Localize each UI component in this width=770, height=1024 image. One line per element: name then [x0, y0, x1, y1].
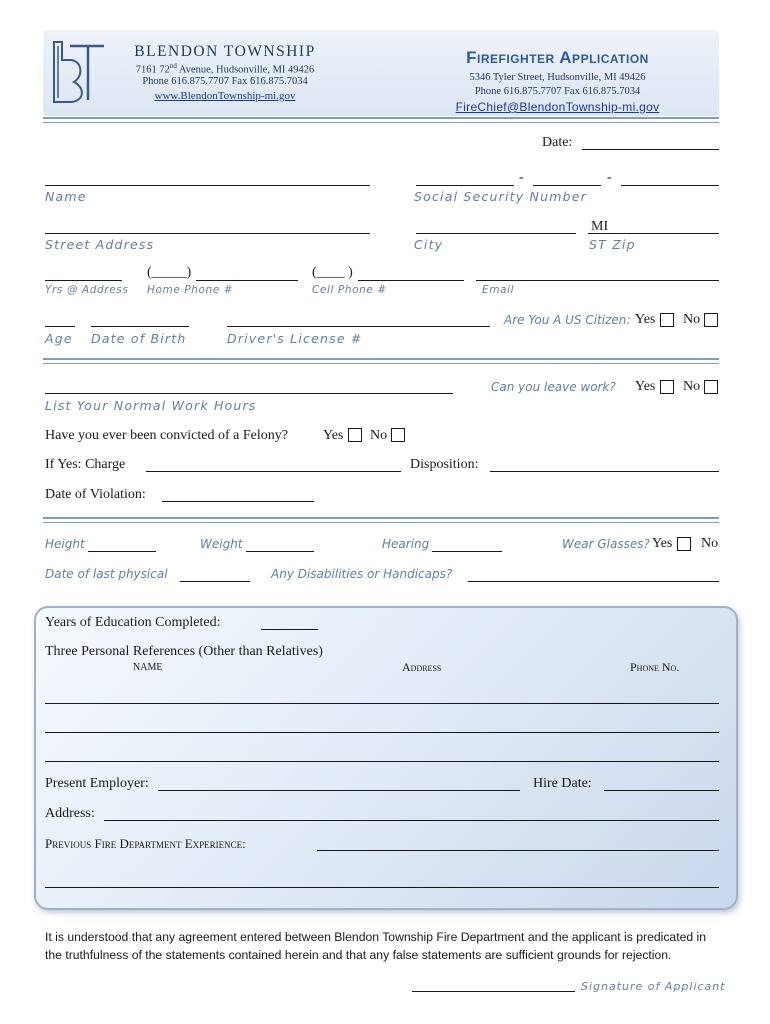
- agreement-statement: It is understood that any agreement entered between Blendon Township Fire Department and the applicant is predicated in the truthfulness of the statements contained herein and that any false statements are sufficient grounds for rejection.: [45, 930, 707, 962]
- hearing-field[interactable]: [432, 551, 502, 552]
- last-physical-label: Date of last physical: [45, 567, 168, 581]
- city-label: City: [414, 237, 444, 252]
- weight-field[interactable]: [246, 551, 314, 552]
- state-value: MI: [591, 219, 609, 234]
- signature-field[interactable]: [412, 991, 575, 992]
- disabilities-field[interactable]: [468, 581, 719, 582]
- date-violation-field[interactable]: [162, 501, 314, 502]
- home-phone-label: Home Phone #: [147, 284, 234, 296]
- city-field[interactable]: [416, 233, 576, 234]
- work-hours-field[interactable]: [45, 393, 453, 394]
- leave-work-no-checkbox[interactable]: [704, 380, 718, 394]
- ssn-field-2[interactable]: [533, 185, 601, 186]
- citizen-no-label: No: [683, 312, 701, 327]
- yrs-address-field[interactable]: [45, 280, 122, 281]
- leave-work-yes-label: Yes: [635, 379, 656, 394]
- cell-phone-area: (____ ): [312, 265, 353, 280]
- education-label: Years of Education Completed:: [45, 615, 221, 630]
- disposition-label: Disposition:: [410, 457, 479, 472]
- previous-fd-field-2[interactable]: [45, 887, 719, 888]
- employer-address-label: Address:: [45, 806, 95, 821]
- felony-no-label: No: [370, 428, 388, 443]
- felony-yes-label: Yes: [323, 428, 344, 443]
- dob-field[interactable]: [91, 326, 189, 327]
- email-field[interactable]: [476, 280, 719, 281]
- cell-phone-label: Cell Phone #: [312, 284, 387, 296]
- references-heading: Three Personal References (Other than Relatives): [45, 644, 323, 659]
- drivers-license-field[interactable]: [227, 326, 490, 327]
- date-field[interactable]: [582, 149, 719, 150]
- township-logo: [50, 38, 108, 106]
- dob-label: Date of Birth: [91, 331, 187, 346]
- fd-address: 5346 Tyler Street, Hudsonville, MI 49426: [469, 72, 646, 83]
- fd-email-link[interactable]: FireChief@BlendonTownship-mi.gov: [455, 100, 660, 114]
- ref-col-phone: Phone No.: [630, 660, 680, 674]
- ssn-field-1[interactable]: [416, 185, 514, 186]
- signature-label: Signature of Applicant: [581, 980, 726, 993]
- felony-no-checkbox[interactable]: [391, 428, 405, 442]
- citizen-yes-checkbox[interactable]: [660, 313, 674, 327]
- fd-phone-fax: Phone 616.875.7707 Fax 616.875.7034: [474, 86, 641, 97]
- disposition-field[interactable]: [490, 471, 719, 472]
- glasses-yes-label: Yes: [652, 536, 673, 551]
- township-name: BLENDON TOWNSHIP: [134, 43, 316, 60]
- form-title: Firefighter Application: [466, 48, 649, 67]
- leave-work-no-label: No: [683, 379, 701, 394]
- ref-col-address: Address: [402, 660, 442, 674]
- address-part: Avenue, Hudsonville, MI 49426: [176, 64, 315, 76]
- state-zip-field[interactable]: [588, 233, 719, 234]
- home-phone-field[interactable]: [196, 280, 298, 281]
- hire-date-label: Hire Date:: [533, 776, 592, 791]
- leave-work-yes-checkbox[interactable]: [660, 380, 674, 394]
- hearing-label: Hearing: [382, 537, 430, 551]
- yrs-address-label: Yrs @ Address: [45, 284, 129, 296]
- section-divider: [43, 358, 719, 364]
- address-sup: nd: [169, 62, 177, 70]
- township-phone-fax: Phone 616.875.7707 Fax 616.875.7034: [142, 76, 308, 87]
- township-address: [110, 62, 340, 76]
- reference-row-2[interactable]: [45, 732, 719, 733]
- street-label: Street Address: [45, 237, 155, 252]
- glasses-yes-checkbox[interactable]: [677, 537, 691, 551]
- reference-row-1[interactable]: [45, 703, 719, 704]
- cell-phone-field[interactable]: [358, 280, 464, 281]
- township-website-link[interactable]: www.BlendonTownship-mi.gov: [154, 90, 296, 102]
- ssn-label: Social Security Number: [414, 189, 587, 204]
- employer-address-field[interactable]: [104, 820, 719, 821]
- email-label: Email: [482, 284, 515, 296]
- leave-work-label: Can you leave work?: [491, 380, 616, 394]
- ssn-field-3[interactable]: [621, 185, 719, 186]
- date-label: Date:: [542, 135, 573, 150]
- education-field[interactable]: [261, 629, 318, 630]
- ssn-dash: -: [519, 170, 524, 185]
- height-label: Height: [45, 537, 85, 551]
- header-underline: [43, 117, 719, 123]
- present-employer-label: Present Employer:: [45, 776, 149, 791]
- charge-field[interactable]: [146, 471, 401, 472]
- date-violation-label: Date of Violation:: [45, 487, 146, 502]
- us-citizen-label: Are You A US Citizen:: [504, 313, 631, 327]
- present-employer-field[interactable]: [158, 790, 520, 791]
- ref-col-name: NAME: [133, 662, 163, 673]
- glasses-no-label: No: [701, 536, 719, 551]
- felony-yes-checkbox[interactable]: [348, 428, 362, 442]
- st-zip-label: ST Zip: [589, 237, 636, 252]
- age-field[interactable]: [45, 326, 75, 327]
- name-field[interactable]: [45, 185, 370, 186]
- citizen-no-checkbox[interactable]: [704, 313, 718, 327]
- last-physical-field[interactable]: [180, 581, 250, 582]
- age-label: Age: [45, 331, 73, 346]
- citizen-yes-label: Yes: [635, 312, 656, 327]
- previous-fd-field[interactable]: [317, 850, 719, 851]
- address-part: 7161 72: [135, 64, 170, 76]
- reference-row-3[interactable]: [45, 761, 719, 762]
- home-phone-area: (_____): [147, 265, 192, 280]
- hire-date-field[interactable]: [604, 790, 719, 791]
- section-divider: [43, 517, 719, 523]
- previous-fd-label: Previous Fire Department Experience:: [45, 836, 246, 851]
- weight-label: Weight: [200, 537, 243, 551]
- street-field[interactable]: [45, 233, 370, 234]
- ssn-dash: -: [607, 170, 612, 185]
- wear-glasses-label: Wear Glasses?: [562, 537, 650, 551]
- disabilities-label: Any Disabilities or Handicaps?: [271, 567, 453, 581]
- height-field[interactable]: [88, 551, 156, 552]
- name-label: Name: [45, 189, 87, 204]
- work-hours-label: List Your Normal Work Hours: [45, 398, 257, 413]
- felony-question: Have you ever been convicted of a Felony?: [45, 428, 288, 443]
- drivers-license-label: Driver's License #: [227, 331, 363, 346]
- charge-label: If Yes: Charge: [45, 457, 126, 472]
